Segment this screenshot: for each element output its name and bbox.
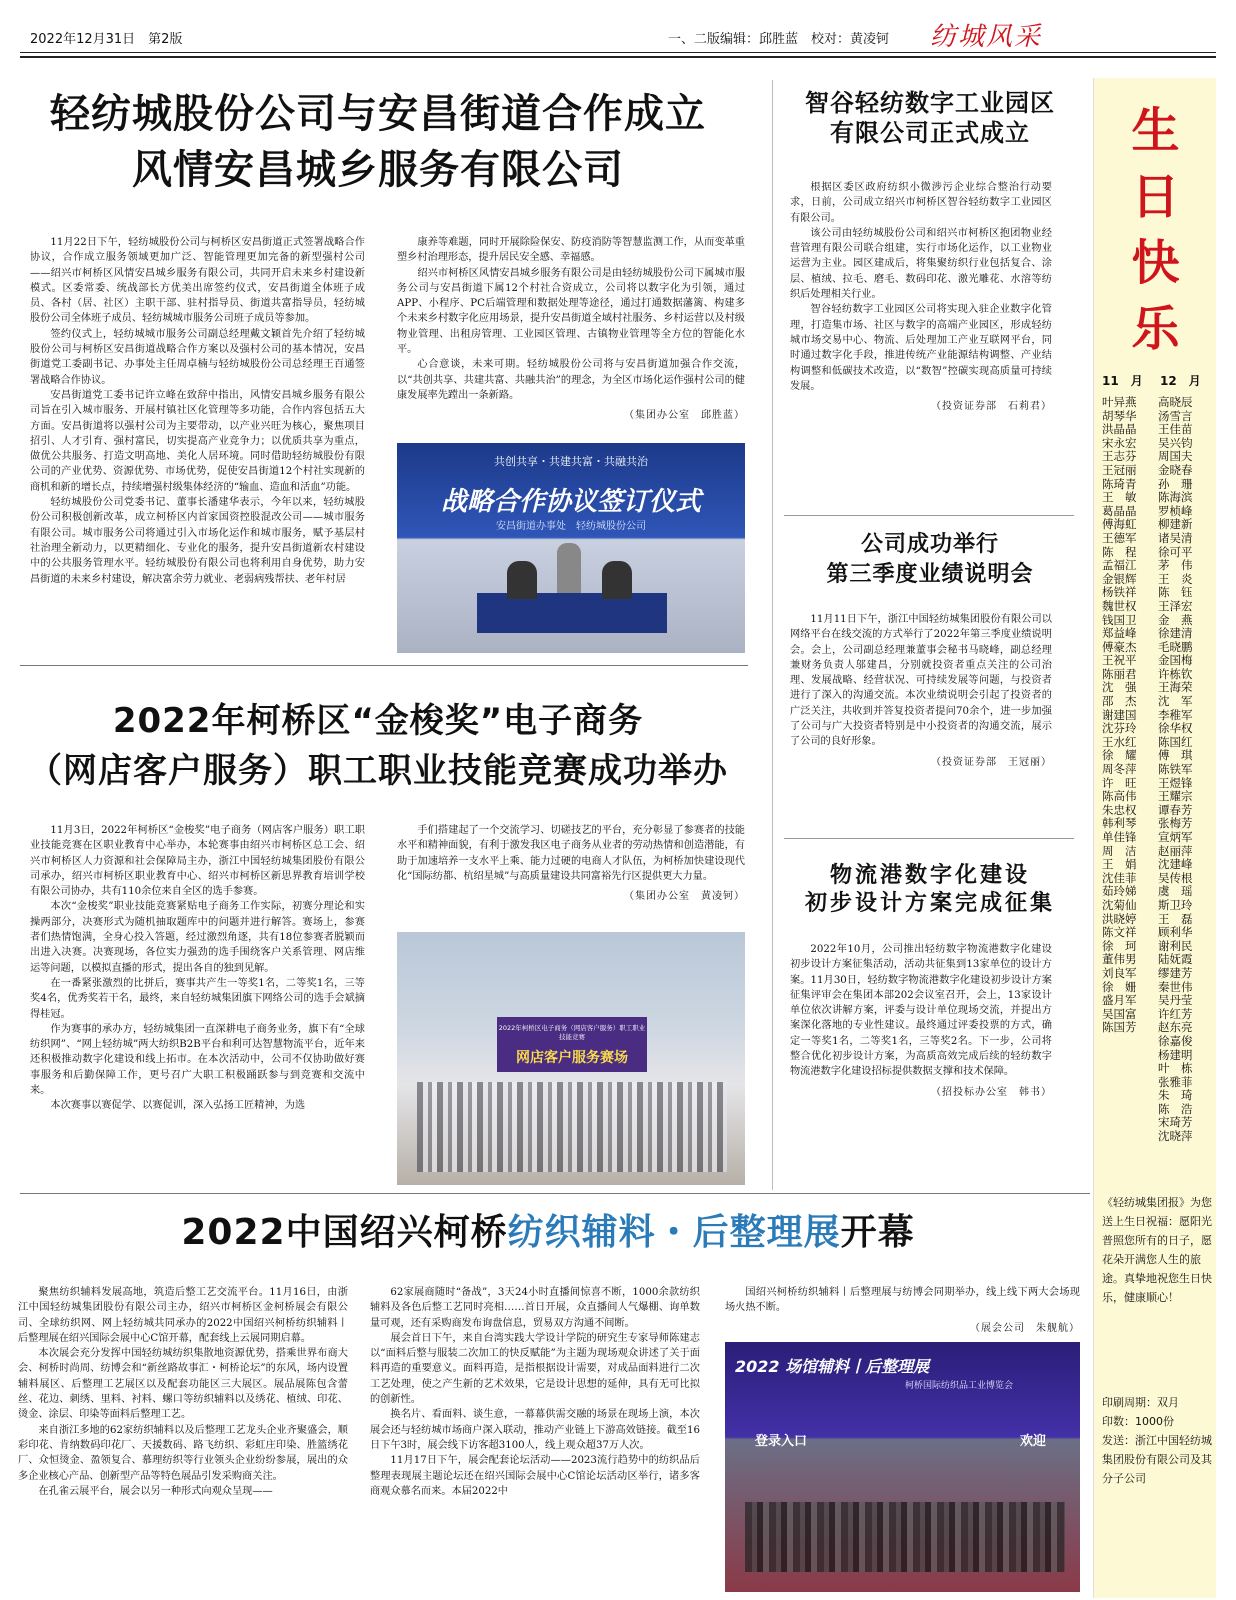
birthday-name: 毛晓鹏 bbox=[1158, 639, 1193, 654]
distribution: 发送：浙江中国轻纺城集团股份有限公司及其分子公司 bbox=[1102, 1434, 1212, 1485]
birthday-name: 魏世权 bbox=[1102, 598, 1137, 613]
birthday-name: 徐 珂 bbox=[1102, 938, 1137, 953]
birthday-name: 孙 珊 bbox=[1158, 476, 1193, 491]
right1-headline-line1: 智谷轻纺数字工业园区 bbox=[805, 89, 1055, 117]
right1-para: 智谷轻纺数字工业园区公司将实现入驻企业数字化管理，打造集市场、社区与数字的高端产业园区，形成轻纺城市场交易中心、物流、后处理加工产业互联网平台，同时通过数字化手段，推进传统产业能源结构调整、产业结构调整和低碳技术改造，以“数智”控碳实现高质量可持续发展。 bbox=[790, 304, 1052, 392]
birthday-name: 赵东亮 bbox=[1158, 1020, 1193, 1035]
right1-para: 该公司由轻纺城股份公司和绍兴市柯桥区抱团物业经营管理有限公司联合组建，实行市场化运作，以工业物业运营为主业。园区建成后，将集聚纺织行业包括复合、涂层、植绒、拉毛、磨毛、数码印花、激光雕花、水溶等纺织后处理相关行业。 bbox=[790, 227, 1052, 301]
birthday-name: 王志芬 bbox=[1102, 449, 1137, 464]
birthday-title-char: 生 bbox=[1131, 103, 1180, 159]
birthday-greeting bbox=[1102, 1193, 1212, 1307]
birthday-name: 洪晓婷 bbox=[1102, 911, 1137, 926]
article2-photo bbox=[397, 932, 745, 1185]
birthday-name: 洪晶晶 bbox=[1102, 422, 1137, 437]
birthday-name: 金 燕 bbox=[1158, 612, 1193, 627]
column-divider bbox=[772, 80, 773, 1190]
birthday-name: 徐华权 bbox=[1158, 721, 1193, 736]
right1-headline-line2: 有限公司正式成立 bbox=[830, 119, 1030, 147]
birthday-name: 张梅芳 bbox=[1158, 816, 1193, 831]
article1-para: 绍兴市柯桥区风情安昌城乡服务有限公司是由轻纺城股份公司下属城市服务公司与安昌街道下属12个村社合资成立，公司将以数字化为引领，通过APP、小程序、PC后端管理和数据处理等途径，通过打通数据藩篱、构建多个未来乡村数字化应用场景，提升安昌街道全域村社服务、乡村运营以及村级物业管理、出租房管理、工业园区管理、古镇物业管理等全方位的智能化水平。 bbox=[397, 267, 745, 356]
birthday-name: 顾利华 bbox=[1158, 925, 1193, 940]
article2-credit: （集团办公室 黄凌钶） bbox=[624, 891, 745, 903]
article1-para: 轻纺城股份公司党委书记、董事长潘建华表示，今年以来，轻纺城股份公司积极创新改革，成立柯桥区内首家国资控股混改公司——城市服务有限公司。城市服务公司将通过引入市场化运作和城市服务，赋予基层村社治理全新动力，以更精细化、专业化的服务，提升安昌街道新农村建设中的公共服务管理水平。轻纺城股份有限公司也将利用自身优势，助力安昌街道的未来乡村建设，解决富余劳力就业、老弱病残帮扶、老年村居 bbox=[30, 497, 365, 585]
article3-para: 62家展商随时“备战”，3天24小时直播间惊喜不断，1000余款纺织辅料及各色后整工艺同时亮相……首日开展，众直播间人气爆棚、询单数量可观，还有采购商发布询盘信息，贸易双方沟通不间断。 bbox=[370, 1287, 700, 1329]
birthday-name: 王泽宏 bbox=[1158, 598, 1193, 613]
header-rule bbox=[20, 52, 1216, 53]
article2-para: 手们搭建起了一个交流学习、切磋技艺的平台，充分彰显了参赛者的技能水平和精神面貌，有利于激发我区电子商务从业者的劳动热情和创造潜能，有助于加速培养一支水平上乘、能力过硬的电商人才队伍，为柯桥加快建设现代化“国际纺都、杭绍星城”与高质量建设共同富裕先行区提供更大力量。 bbox=[397, 825, 745, 882]
article3-headline bbox=[18, 1205, 1078, 1261]
birthday-name: 董伟男 bbox=[1102, 952, 1137, 967]
right3-headline bbox=[780, 862, 1080, 918]
birthday-name: 郑益峰 bbox=[1102, 626, 1137, 641]
section-rule bbox=[20, 1193, 1090, 1194]
birthday-name: 沈 军 bbox=[1158, 694, 1193, 709]
birthday-name: 陈高伟 bbox=[1102, 789, 1137, 804]
article1-headline-line1: 轻纺城股份公司与安昌街道合作成立 bbox=[50, 91, 706, 137]
article3-headline-part3: 开幕 bbox=[840, 1212, 915, 1253]
birthday-name: 王海荣 bbox=[1158, 680, 1193, 695]
birthday-name: 吴丹莹 bbox=[1158, 993, 1193, 1008]
birthday-name: 谭春芳 bbox=[1158, 802, 1193, 817]
article2-headline bbox=[18, 696, 738, 796]
birthday-name: 王 敏 bbox=[1102, 490, 1137, 505]
greeting-text: 《轻纺城集团报》为您送上生日祝福：愿阳光普照您所有的日子，愿花朵开满您人生的旅途。真挚地祝您生日快乐，健康顺心！ bbox=[1102, 1196, 1212, 1304]
birthday-name: 沈晓萍 bbox=[1158, 1129, 1193, 1144]
names-list-nov bbox=[1102, 396, 1137, 1035]
article3-col2 bbox=[370, 1285, 700, 1590]
person-figure bbox=[602, 561, 632, 599]
crowd-of-visitors bbox=[745, 1502, 1065, 1572]
right3-headline-line1: 物流港数字化建设 bbox=[829, 863, 1030, 888]
birthday-name: 金国梅 bbox=[1158, 653, 1193, 668]
birthday-name: 钱国卫 bbox=[1102, 612, 1137, 627]
birthday-name: 陈丽君 bbox=[1102, 666, 1137, 681]
birthday-name: 金晓春 bbox=[1158, 462, 1193, 477]
article2-para: 在一番紧张激烈的比拼后，赛事共产生一等奖1名，二等奖1名，三等奖4名，优秀奖若干名，最终，来自轻纺城集团旗下网络公司的选手会斌摘得桂冠。 bbox=[30, 977, 365, 1020]
birthday-name: 陈 程 bbox=[1102, 544, 1137, 559]
article1-para: 11月22日下午，轻纺城股份公司与柯桥区安昌街道正式签署战略合作协议，合作成立服务领域更加广泛、智能管理更加完备的新型强村公司——绍兴市柯桥区风情安昌城乡服务有限公司，共同开启未来乡村建设新模式。区委常委、统战部长方优美出席签约仪式，安昌街道全体班子成员、各村（居、社区）主职干部、驻村指导员、街道共富指导员，轻纺城股份公司全体班子成员、轻纺城城市服务公司班子成员等参加。 bbox=[30, 237, 365, 325]
photo-banner-big: 2022 场馆辅料丨后整理展 bbox=[735, 1357, 930, 1376]
right2-headline-line1: 公司成功举行 bbox=[860, 532, 999, 557]
right2-headline bbox=[780, 530, 1080, 590]
birthday-name: 朱 琦 bbox=[1158, 1088, 1193, 1103]
right2-body bbox=[790, 612, 1052, 822]
masthead-logo: 纺城风采 bbox=[930, 22, 1043, 52]
birthday-name: 王 娟 bbox=[1102, 857, 1137, 872]
article3-para: 本次展会充分发挥中国轻纺城纺织集散地资源优势，搭乘世界布商大会、柯桥时尚周、纺博会和“新丝路故事汇・柯桥论坛”的东风，场内设置辅料展区、后整理工艺展区以及配套功能区三大展区。展品展陈包含蕾丝、花边、刺绣、里料、衬料、螺口等纺织辅料以及绣花、植绒、印花、烫金、涂层、印染等面料后整理工艺。 bbox=[18, 1348, 348, 1421]
article2-para: 本次“金梭奖”职业技能竞赛紧贴电子商务工作实际，初赛分理论和实操两部分，决赛形式为随机抽取题库中的问题并进行解答。赛场上，参赛者们热情饱满，全身心投入答题，经过激烈角逐，共有18位参赛者脱颖而出进入决赛。决赛现场，各位实力强劲的选手围绕客户关系管理、网店维运等问题，以模拟直播的形式，提出各自的独到见解。 bbox=[30, 901, 365, 974]
photo-banner-sub: 柯桥国际纺织品工业博览会 bbox=[905, 1381, 1014, 1391]
birthday-name: 斯卫玲 bbox=[1158, 897, 1193, 912]
birthday-name: 沈佳菲 bbox=[1102, 870, 1137, 885]
birthday-name: 王 磊 bbox=[1158, 911, 1193, 926]
birthday-name: 杨铁祥 bbox=[1102, 585, 1137, 600]
right2-credit: （投资证券部 王冠丽） bbox=[931, 756, 1052, 768]
birthday-name: 徐嘉俊 bbox=[1158, 1033, 1193, 1048]
article3-para: 换名片、看面料、谈生意，一幕幕供需交融的场景在现场上演，本次展会还与轻纺城市场商户深入联动，推动产业链上下游高效链接。截至16日下午3时，展会线下访客超3100人，线上观众超37万人次。 bbox=[370, 1409, 700, 1451]
birthday-name: 徐建清 bbox=[1158, 626, 1193, 641]
photo-banner-big: 网店客户服务赛场 bbox=[516, 1050, 628, 1066]
birthday-name: 叶异燕 bbox=[1102, 395, 1137, 409]
article2-headline-line2: （网店客户服务）职工职业技能竞赛成功举办 bbox=[28, 751, 728, 791]
article1-para: 康养等难题，同时开展除险保安、防疫消防等智慧监测工作，从而变革重塑乡村治理形态，提升居民安全感、幸福感。 bbox=[397, 237, 745, 264]
birthday-name: 虞 瑶 bbox=[1158, 884, 1193, 899]
birthday-name: 罗桢峰 bbox=[1158, 503, 1193, 518]
contest-banner bbox=[497, 1017, 647, 1072]
article1-col1 bbox=[30, 235, 365, 655]
birthday-name: 叶 栋 bbox=[1158, 1061, 1193, 1076]
right1-credit: （投资证券部 石莉君） bbox=[931, 401, 1052, 413]
month-header-nov: 11 月 bbox=[1102, 374, 1143, 388]
article2-headline-line1: 2022年柯桥区“金梭奖”电子商务 bbox=[112, 701, 644, 741]
article3-headline-part2: 纺织辅料・后整理展 bbox=[507, 1212, 841, 1253]
section-rule bbox=[784, 515, 1074, 516]
birthday-name: 宣炳军 bbox=[1158, 830, 1193, 844]
photo-banner-sub: 安昌街道办事处 轻纺城股份公司 bbox=[496, 521, 646, 532]
article3-para: 来自浙江多地的62家纺织辅料以及后整理工艺龙头企业齐聚盛会，顺彩印花、肯纳数码印花厂、天援数码、路飞纺织、彩虹庄印染、胜篮绣花厂、众恒烫金、盈领复合、慕理纺织等行业领头企业纷纷参展，展出的众多企业核心产品、创新型产品等特色展品引发采购商关注。 bbox=[18, 1424, 348, 1482]
birthday-title-char: 快 bbox=[1131, 235, 1180, 291]
article3-para: 11月17日下午，展会配套论坛活动——2023流行趋势中的纺织品后整理表现展主题论坛还在绍兴国际会展中心C馆论坛活动区举行，诸多客商观众慕名而来。本届2022中 bbox=[370, 1455, 700, 1497]
birthday-name: 许栋钦 bbox=[1158, 666, 1193, 681]
birthday-name: 秦世伟 bbox=[1158, 979, 1193, 994]
article1-para: 心合意谈，未来可期。轻纺城股份公司将与安昌街道加强合作交流，以“共创共享、共建共富、共融共治”的理念，为全区市场化运作强村公司的健康发展率先蹚出一条新路。 bbox=[397, 359, 745, 401]
article1-para: 安昌街道党工委书记许立峰在致辞中指出，风情安昌城乡服务有限公司旨在引入城市服务、开展村镇社区化管理等多功能，合作内容包括五大方面。安昌街道将以强村公司为主要带动，以产业兴旺为核心，聚焦项目招引、人才引育、强村富民，切实提高产业竞争力；以优质共享为重点，做优公共服务、打造文明高地、美化人居环境。同时借助轻纺城股份有限公司的产业优势、资源优势、市场优势，促使安昌街道12个村社实现新的商机和新的增长点，持续增强村级集体经济的“输血、造血和活血”功能。 bbox=[30, 389, 365, 493]
print-cycle: 印刷周期：双月 bbox=[1102, 1396, 1179, 1409]
birthday-name: 诸吴清 bbox=[1158, 530, 1193, 545]
birthday-name: 高晓辰 bbox=[1158, 395, 1193, 409]
names-list-dec bbox=[1158, 396, 1193, 1144]
birthday-name: 杨建明 bbox=[1158, 1047, 1193, 1062]
editors-line: 一、二版编辑：邱胜蓝 校对：黄凌钶 bbox=[668, 32, 890, 47]
right1-para: 根据区委区政府纺织小微涉污企业综合整治行动要求，日前，公司成立绍兴市柯桥区智谷轻纺数字工业园区有限公司。 bbox=[790, 182, 1052, 224]
article1-col2 bbox=[397, 235, 745, 440]
birthday-name: 汤雪言 bbox=[1158, 408, 1193, 423]
birthday-name: 张雅菲 bbox=[1158, 1074, 1193, 1089]
article3-headline-part1: 2022中国绍兴柯桥 bbox=[181, 1212, 508, 1253]
birthday-name: 陈琦青 bbox=[1102, 476, 1137, 491]
birthday-name: 陈铁军 bbox=[1158, 762, 1193, 777]
birthday-name: 陈文祥 bbox=[1102, 925, 1137, 940]
birthday-name: 刘良军 bbox=[1102, 965, 1137, 980]
article1-credit: （集团办公室 邱胜蓝） bbox=[624, 410, 745, 422]
photo-banner-big: 战略合作协议签订仪式 bbox=[440, 487, 701, 517]
birthday-name: 徐可平 bbox=[1158, 544, 1193, 559]
birthday-name: 陈国芳 bbox=[1102, 1020, 1137, 1035]
section-rule bbox=[20, 665, 748, 666]
header-rule-thick bbox=[20, 56, 1216, 58]
birthday-name: 沈芬玲 bbox=[1102, 721, 1137, 736]
article1-photo bbox=[397, 443, 745, 653]
birthday-name: 茅 伟 bbox=[1158, 558, 1193, 573]
birthday-name: 谢利民 bbox=[1158, 938, 1193, 953]
birthday-name: 单佳锋 bbox=[1102, 830, 1137, 844]
right3-para: 2022年10月，公司推出轻纺数字物流港数字化建设初步设计方案征集活动，活动共征集到13家单位的设计方案。11月30日，轻纺数字物流港数字化建设初步设计方案征集评审会在集团本部202会议室召开，会上，13家设计单位依次讲解方案，评委与设计单位现场交流，并提出方案深化落地的专业性建议。最终通过评委投票的方式，确定一等奖1名，二等奖1名，三等奖2名。下一步，公司将整合优化初步设计方案，为高质高效完成后续的轻纺数字物流港数字化建设招标提供数据支撑和技术保障。 bbox=[790, 944, 1052, 1078]
photo-banner-small: 共创共享・共建共富・共融共治 bbox=[494, 455, 648, 468]
birthday-sidebar bbox=[1093, 78, 1216, 1598]
birthday-name: 吴兴钧 bbox=[1158, 435, 1193, 450]
right1-body bbox=[790, 180, 1052, 505]
article3-credit: （展会公司 朱舰航） bbox=[970, 1322, 1080, 1334]
birthday-name: 王煜锋 bbox=[1158, 775, 1193, 790]
birthday-name: 傅豪杰 bbox=[1102, 639, 1137, 654]
birthday-name: 王祝平 bbox=[1102, 653, 1137, 668]
birthday-name: 韩利琴 bbox=[1102, 816, 1137, 831]
birthday-name: 许 旺 bbox=[1102, 775, 1137, 790]
photo-entrance-sign: 登录入口 bbox=[755, 1434, 808, 1449]
birthday-name: 王水红 bbox=[1102, 734, 1137, 749]
birthday-name: 赵丽萍 bbox=[1158, 843, 1193, 858]
article1-headline bbox=[18, 86, 738, 198]
birthday-name: 胡琴华 bbox=[1102, 408, 1137, 423]
birthday-name: 王德军 bbox=[1102, 530, 1137, 545]
section-rule bbox=[784, 838, 1074, 839]
article3-col3 bbox=[725, 1285, 1080, 1340]
birthday-name: 傅 琪 bbox=[1158, 748, 1193, 763]
birthday-name: 周冬萍 bbox=[1102, 762, 1137, 777]
person-figure bbox=[507, 561, 537, 599]
birthday-name: 陈海滨 bbox=[1158, 490, 1193, 505]
birthday-name: 陈国红 bbox=[1158, 734, 1193, 749]
birthday-name: 盛月军 bbox=[1102, 993, 1137, 1008]
birthday-name: 李稚军 bbox=[1158, 707, 1193, 722]
birthday-name: 王耀宗 bbox=[1158, 789, 1193, 804]
article1-headline-line2: 风情安昌城乡服务有限公司 bbox=[132, 147, 624, 193]
print-count: 印数：1000份 bbox=[1102, 1415, 1174, 1428]
article2-para: 11月3日，2022年柯桥区“金梭奖”电子商务（网店客户服务）职工职业技能竞赛在区职业教育中心举办，本轮赛事由绍兴市柯桥区总工会、绍兴市柯桥区人力资源和社会保障局主办，浙江中国轻纺城集团股份有限公司承办，绍兴市柯桥区职业教育中心、绍兴市柯桥区新思界教育培训学校有限公司协办，共有110余位来自全区的选手参赛。 bbox=[30, 825, 365, 898]
article2-para: 本次赛事以赛促学、以赛促训，深入弘扬工匠精神，为选 bbox=[50, 1100, 306, 1112]
birthday-name: 许红芳 bbox=[1158, 1006, 1193, 1021]
birthday-name: 茹玲娣 bbox=[1102, 884, 1137, 899]
birthday-name: 朱忠权 bbox=[1102, 802, 1137, 817]
print-info bbox=[1102, 1393, 1212, 1488]
photo-banner-small: 2022年柯桥区电子商务（网店客户服务）职工职业技能竞赛 bbox=[498, 1024, 646, 1041]
article3-para: 展会首日下午，来自台湾实践大学设计学院的研究生专家导师陈建志以“面料后整与服装二次加工的快反赋能”为主题为现场观众讲述了关于面料再造的重要意义。面料再造，是指根据设计需要，对成品面料进行二次工艺处理，使之产生新的艺术效果，它是设计思想的延伸，具有无可比拟的创新性。 bbox=[370, 1332, 700, 1406]
birthday-name: 王 炎 bbox=[1158, 571, 1193, 586]
birthday-name: 邵 杰 bbox=[1102, 694, 1137, 709]
birthday-name: 王佳苗 bbox=[1158, 422, 1193, 437]
birthday-name: 周 洁 bbox=[1102, 843, 1137, 858]
birthday-name: 陆妩霞 bbox=[1158, 952, 1193, 967]
birthday-name: 王冠丽 bbox=[1102, 462, 1137, 477]
birthday-name: 沈 强 bbox=[1102, 680, 1137, 695]
article3-col1 bbox=[18, 1285, 348, 1590]
right2-para: 11月11日下午，浙江中国轻纺城集团股份有限公司以网络平台在线交流的方式举行了2022年第三季度业绩说明会。会上，公司副总经理兼董事会秘书马晓峰，副总经理兼财务负责人邬建昌，分别就投资者重点关注的公司治理、发展战略、经营状况、可持续发展等问题，与投资者进行了深入的沟通交流。本次业绩说明会引起了投资者的广泛关注，共收到并答复投资者提问70余个，进一步加强了公司与广大投资者特别是中小投资者的沟通交流，展示了公司的良好形象。 bbox=[790, 614, 1052, 748]
birthday-name: 柳建新 bbox=[1158, 517, 1193, 532]
article3-para: 聚焦纺织辅料发展高地，筑造后整工艺交流平台。11月16日，由浙江中国轻纺城集团股份有限公司主办，绍兴市柯桥区金柯桥展会有限公司、全球纺织网、网上轻纺城共同承办的2022中国绍兴柯桥纺织辅料丨后整理展在绍兴国际会展中心C馆开幕，配套线上云展同期启幕。 bbox=[18, 1287, 348, 1344]
birthday-name: 周国夫 bbox=[1158, 449, 1193, 464]
right3-credit: （招投标办公室 韩书） bbox=[931, 1086, 1052, 1098]
signing-table bbox=[477, 593, 667, 633]
birthday-name: 陈 浩 bbox=[1158, 1101, 1193, 1116]
article3-para: 在孔雀云展平台，展会以另一种形式向观众呈现—— bbox=[38, 1485, 273, 1497]
month-header-dec: 12 月 bbox=[1160, 374, 1201, 388]
birthday-name: 金银辉 bbox=[1102, 571, 1137, 586]
article2-col2 bbox=[397, 823, 745, 933]
birthday-name: 宋永宏 bbox=[1102, 435, 1137, 450]
person-figure bbox=[557, 543, 581, 593]
birthday-name: 宋琦芳 bbox=[1158, 1115, 1193, 1130]
birthday-name: 葛晶晶 bbox=[1102, 503, 1137, 518]
right3-headline-line2: 初步设计方案完成征集 bbox=[804, 891, 1055, 916]
birthday-name: 沈建峰 bbox=[1158, 857, 1193, 872]
birthday-name: 徐 耀 bbox=[1102, 748, 1137, 763]
birthday-name: 傅海虹 bbox=[1102, 517, 1137, 532]
article3-para: 国绍兴柯桥纺织辅料丨后整理展与纺博会同期举办，线上线下两大会场现场火热不断。 bbox=[725, 1287, 1080, 1314]
article2-para: 作为赛事的承办方，轻纺城集团一直深耕电子商务业务，旗下有“全球纺织网”、“网上轻纺城”两大纺织B2B平台和利可达智慧物流平台，近年来还积极推动数字化建设和线上拓市。在本次活动中，公司不仅协助做好赛事服务和后勤保障工作，更号召广大职工积极踊跃参与到竞赛和交流中来。 bbox=[30, 1023, 365, 1097]
birthday-name: 吴国富 bbox=[1102, 1006, 1137, 1021]
birthday-name: 徐 姗 bbox=[1102, 979, 1137, 994]
article3-photo bbox=[725, 1342, 1080, 1592]
birthday-name: 谢建国 bbox=[1102, 707, 1137, 722]
birthday-title-char: 乐 bbox=[1131, 301, 1180, 357]
birthday-name: 孟福江 bbox=[1102, 558, 1137, 573]
photo-welcome-sign: 欢迎 bbox=[1020, 1434, 1047, 1449]
article2-col1 bbox=[30, 823, 365, 1183]
right2-headline-line2: 第三季度业绩说明会 bbox=[826, 562, 1034, 587]
birthday-name: 缪建芳 bbox=[1158, 965, 1193, 980]
birthday-name: 陈 钰 bbox=[1158, 585, 1193, 600]
crowd-of-contestants bbox=[417, 1082, 727, 1172]
right3-body bbox=[790, 942, 1052, 1162]
birthday-name: 沈菊仙 bbox=[1102, 897, 1137, 912]
issue-date-page: 2022年12月31日 第2版 bbox=[30, 32, 183, 47]
birthday-title-char: 日 bbox=[1131, 169, 1180, 225]
article1-para: 签约仪式上，轻纺城城市服务公司副总经理戴文颖首先介绍了轻纺城股份公司与柯桥区安昌街道战略合作方案以及强村公司的基本情况，安昌街道党工委副书记、办事处主任周卓楠与轻纺城股份公司总经理王百通签署战略合作协议。 bbox=[30, 328, 365, 386]
right1-headline bbox=[780, 88, 1080, 148]
birthday-name: 吴传根 bbox=[1158, 870, 1193, 885]
